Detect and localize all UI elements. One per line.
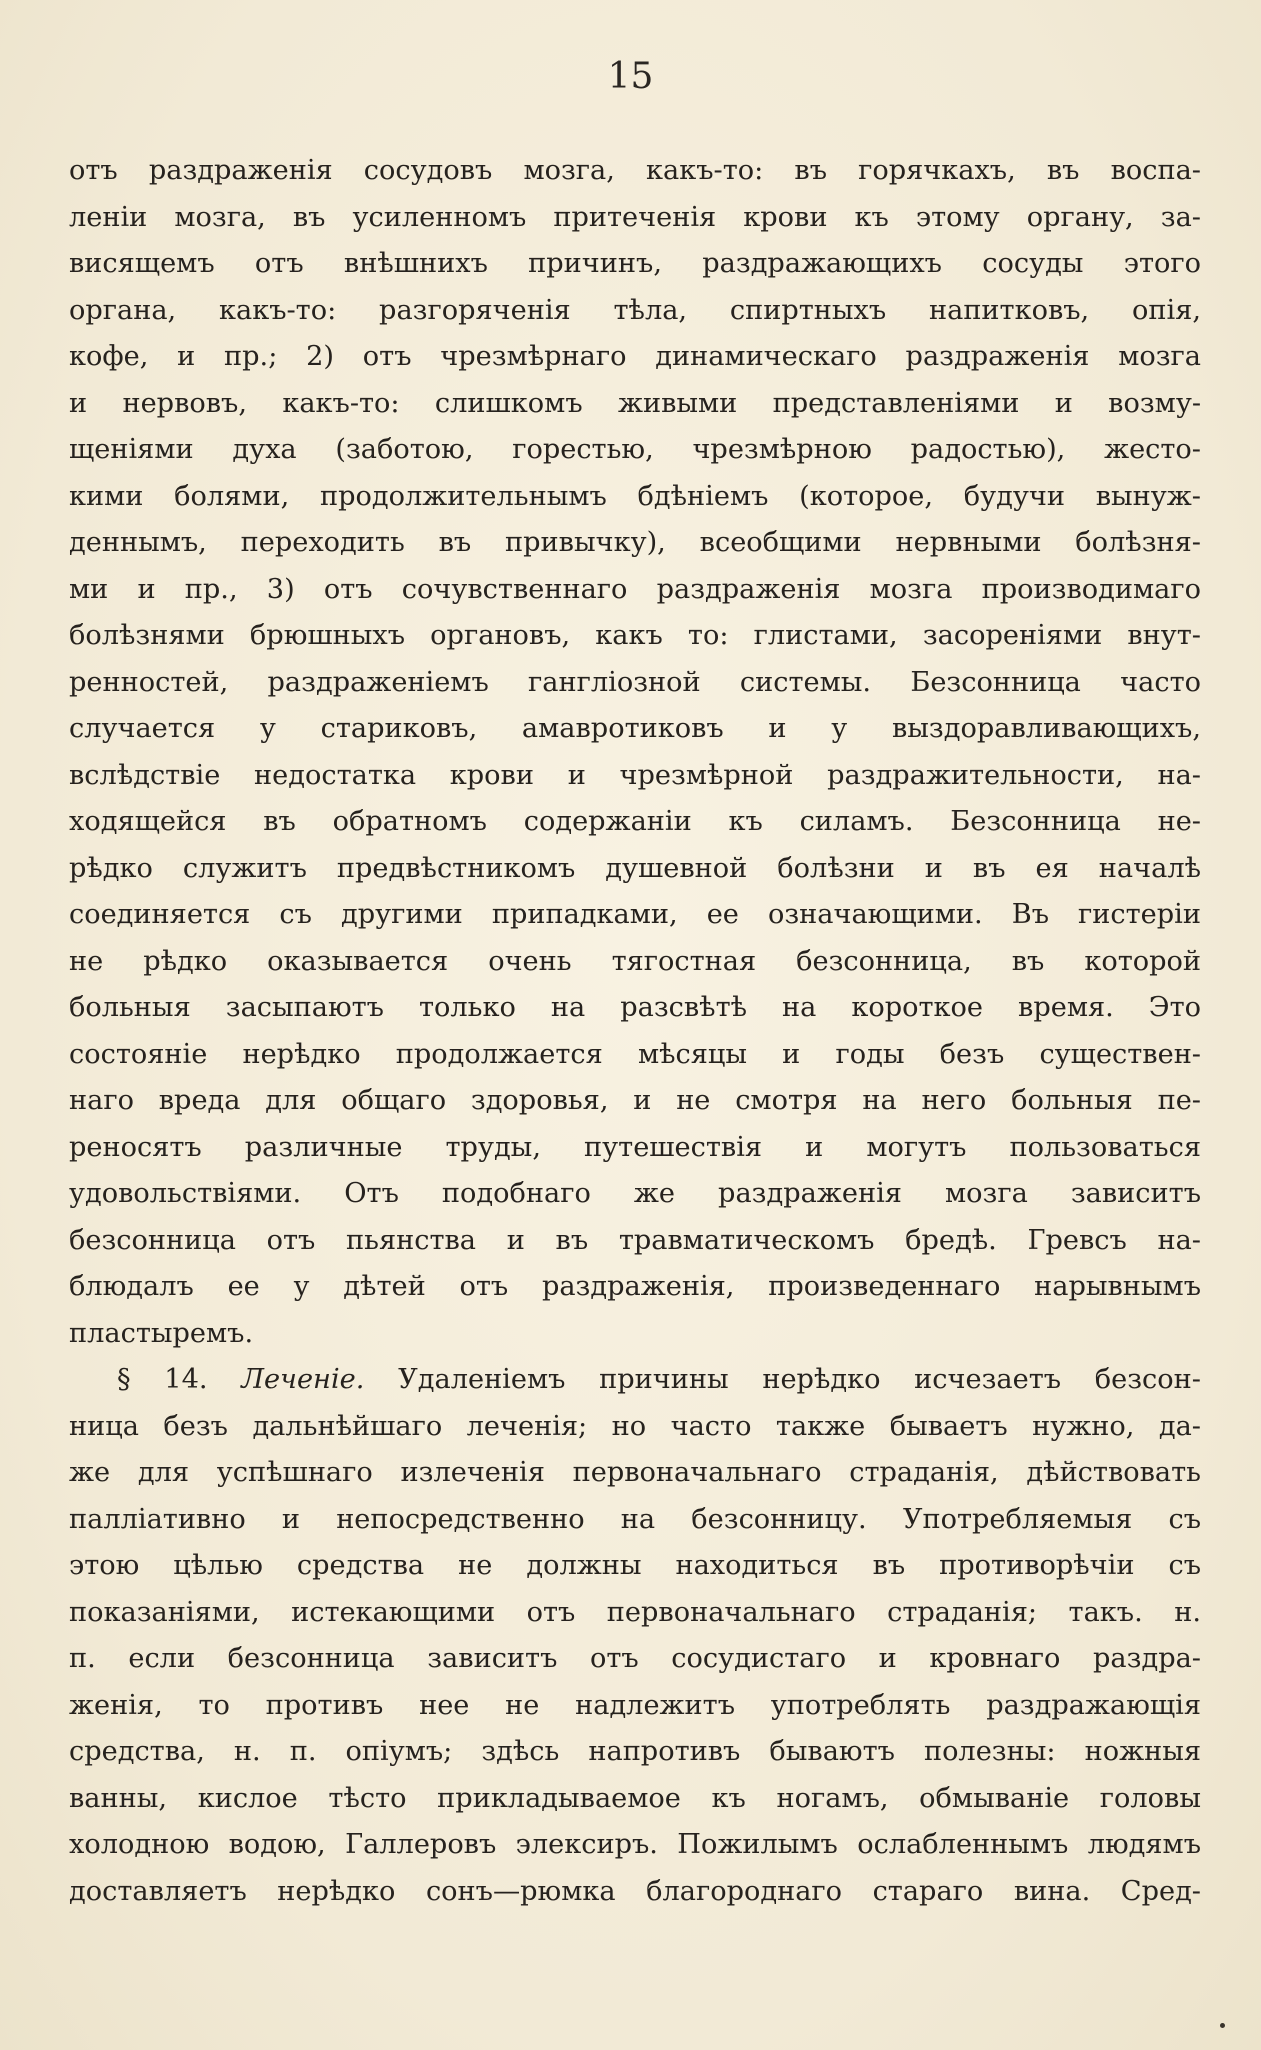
- section-line: холодною водою, Галлеровъ элексиръ. Пожилымъ ослабленнымъ людямъ: [69, 1829, 1201, 1860]
- text-line: кофе, и пр.; 2) отъ чрезмѣрнаго динамическаго раздраженія мозга: [69, 341, 1201, 372]
- section-first-line-text: Удаленіемъ причины нерѣдко исчезаетъ безсон-: [398, 1364, 1201, 1395]
- section-line: п. если безсонница зависитъ отъ сосудистаго и кровнаго раздра-: [69, 1643, 1201, 1674]
- text-line: блюдалъ ее у дѣтей отъ раздраженія, произведеннаго нарывнымъ: [69, 1271, 1201, 1302]
- section-line: средства, н. п. опіумъ; здѣсь напротивъ бываютъ полезны: ножныя: [69, 1736, 1201, 1767]
- text-line: и нервовъ, какъ-то: слишкомъ живыми представленіями и возму-: [69, 387, 1201, 419]
- text-line: случается у стариковъ, амавротиковъ и у выздоравливающихъ,: [69, 713, 1201, 744]
- page-number: 15: [607, 56, 654, 97]
- text-line: органа, какъ-то: разгоряченія тѣла, спиртныхъ напитковъ, опія,: [69, 294, 1201, 326]
- text-line: щеніями духа (заботою, горестью, чрезмѣрною радостью), жесто-: [69, 434, 1201, 465]
- section-number: § 14.: [117, 1364, 208, 1395]
- text-line: безсонница отъ пьянства и въ травматическомъ бредѣ. Гревсъ на-: [69, 1224, 1201, 1256]
- text-line: удовольствіями. Отъ подобнаго же раздраженія мозга зависитъ: [69, 1178, 1201, 1209]
- text-line: не рѣдко оказывается очень тягостная безсонница, въ которой: [69, 945, 1201, 977]
- section-line: этою цѣлью средства не должны находиться въ противорѣчіи съ: [69, 1550, 1201, 1581]
- section-line: ница безъ дальнѣйшаго леченія; но часто также бываетъ нужно, да-: [69, 1410, 1201, 1442]
- text-line: ренностей, раздраженіемъ ганглiозной системы. Безсонница часто: [69, 666, 1201, 698]
- text-line: болѣзнями брюшныхъ органовъ, какъ то: глистами, засореніями внут-: [69, 620, 1201, 651]
- text-line: больныя засыпаютъ только на разсвѣтѣ на короткое время. Это: [69, 992, 1201, 1023]
- section-line: доставляетъ нерѣдко сонъ—рюмка благороднаго стараго вина. Сред-: [69, 1875, 1201, 1907]
- text-line: наго вреда для общаго здоровья, и не смотря на него больныя пе-: [69, 1085, 1201, 1116]
- text-line: висящемъ отъ внѣшнихъ причинъ, раздражающихъ сосуды этого: [69, 248, 1201, 279]
- text-line: соединяется съ другими припадками, ее означающими. Въ гистеріи: [69, 899, 1201, 930]
- text-line: пластыремъ.: [69, 1317, 254, 1349]
- text-line: отъ раздраженія сосудовъ мозга, какъ-то: въ горячкахъ, въ воспа-: [69, 155, 1201, 186]
- text-line: леніи мозга, въ усиленномъ притеченія крови къ этому органу, за-: [69, 201, 1201, 233]
- text-line: реносятъ различные труды, путешествія и могутъ пользоваться: [69, 1131, 1201, 1163]
- section-line: палліативно и непосредственно на безсонницу. Употребляемыя съ: [69, 1503, 1201, 1535]
- text-line: рѣдко служитъ предвѣстникомъ душевной болѣзни и въ ея началѣ: [69, 852, 1201, 884]
- text-line: состояніе нерѣдко продолжается мѣсяцы и годы безъ существен-: [69, 1038, 1201, 1070]
- text-line: вслѣдствіе недостатка крови и чрезмѣрной раздражительности, на-: [69, 759, 1201, 791]
- text-line: ми и пр., 3) отъ сочувственнаго раздраженія мозга производимаго: [69, 573, 1201, 605]
- section-heading: Леченіе.: [241, 1364, 365, 1395]
- section-line: показаніями, истекающими отъ первоначальнаго страданія; такъ. н.: [69, 1596, 1201, 1628]
- ink-speck: [1220, 2023, 1225, 2028]
- section-first-line: [69, 1357, 1201, 1404]
- body-text: [69, 148, 1201, 1915]
- text-line: кими болями, продолжительнымъ бдѣніемъ (которое, будучи вынуж-: [69, 480, 1201, 512]
- section-line: женія, то противъ нее не надлежитъ употреблять раздражающія: [69, 1689, 1201, 1721]
- section-line: ванны, кислое тѣсто прикладываемое къ ногамъ, обмываніе головы: [69, 1782, 1201, 1814]
- text-line: деннымъ, переходить въ привычку), всеобщими нервными болѣзня-: [69, 527, 1201, 558]
- text-line: ходящейся въ обратномъ содержаніи къ силамъ. Безсонница не-: [69, 806, 1201, 837]
- section-line: же для успѣшнаго излеченія первоначальнаго страданія, дѣйствовать: [69, 1457, 1201, 1488]
